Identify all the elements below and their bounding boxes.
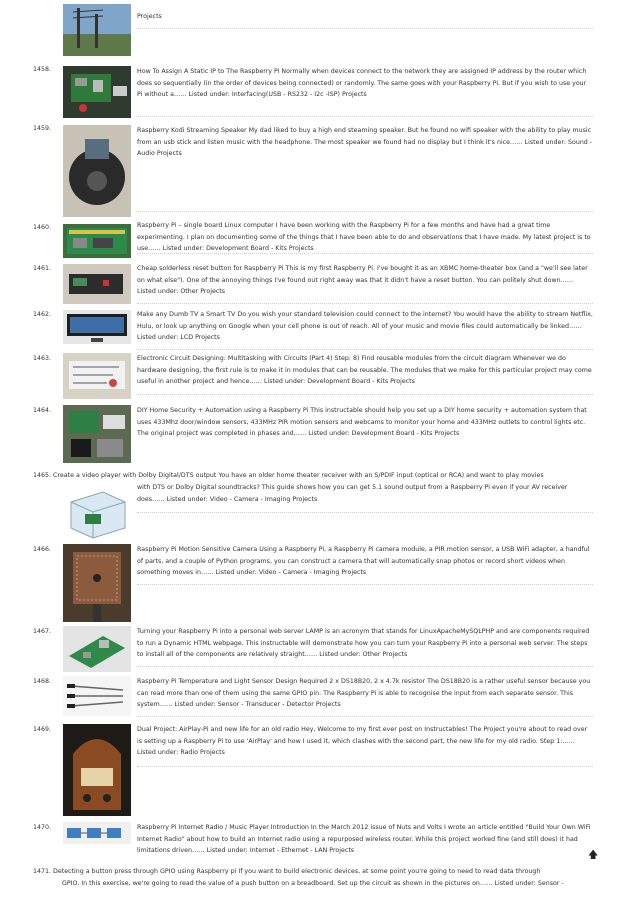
thumbnail-image[interactable]	[63, 484, 131, 540]
entry-number: 1469.	[33, 726, 52, 733]
separator	[137, 716, 593, 717]
entry-number: 1467.	[33, 628, 52, 635]
separator	[137, 303, 593, 304]
separator	[137, 349, 593, 350]
entry-text[interactable]: Make any Dumb TV a Smart TV Do you wish your standard television could connect to the internet? You would have the ability to stream Netflix, Hulu, or look up anything on Google when your cell phone is out of reach. All of your music and movie files could automatically be linked…… Listed under: LCD Projects	[137, 311, 593, 342]
entry-number: 1463.	[33, 355, 52, 362]
thumbnail-image[interactable]	[63, 626, 131, 672]
entry-text[interactable]: GPIO. In this exercise, we're going to read the value of a push button on a breadboard. Set up the circuit as shown in the pictures on…… Listed under: Sensor -	[62, 879, 564, 887]
entry-text: Projects	[137, 13, 162, 20]
thumbnail-image[interactable]	[63, 676, 131, 716]
separator	[137, 28, 593, 29]
entry-text[interactable]: Electronic Circuit Designing: Multitasking with Circuits (Part 4) Step: 8) Find reusable modules from the circuit diagram Whenever we do hardware designing, the first rule is to make it in modules that can be reusable. The modules that we make for this particular project may come useful in another project and hence…… Listed under: Development Board - Kits Projects	[137, 355, 592, 386]
entry-number: 1462.	[33, 311, 52, 318]
entry-number: 1459.	[33, 125, 52, 132]
separator	[137, 253, 593, 254]
entry-number: 1464.	[33, 407, 52, 414]
separator	[137, 512, 593, 513]
separator	[137, 666, 593, 667]
entry-text[interactable]: Raspberry Pi Motion Sensitive Camera Using a Raspberry Pi, a Raspberry Pi camera module, a PIR motion sensor, a USB WiFi adapter, a handful of parts, and a couple of Python programs, you can construct a camera that will automatically snap photos or record short videos when something moves in…… Listed under: Video - Camera - Imaging Projects	[137, 546, 590, 577]
entry-number: 1458.	[33, 66, 52, 73]
entry-text[interactable]: Turning your Raspberry Pi into a personal web server LAMP is an acronym that stands for LinuxApacheMySQLPHP and are components required to run a Dynamic HTML webpage. This instructable will demonstrate how you can turn your Raspberry Pi into a personal web server. The steps to install all of the components are relatively straight…… Listed under: Other Projects	[137, 628, 590, 659]
entry-text[interactable]: How To Assign A Static IP to The Raspberry Pi Normally when devices connect to the network they are assigned IP address by the router which does so sequentially (in the order of devices being connected) or randomly. The same goes with your Raspberry Pi. But if you wish to use your Pi without a…… Listed under: Interfacing(USB - RS232 - I2c -ISP) Projects	[137, 68, 587, 99]
thumbnail-image[interactable]	[63, 264, 131, 304]
thumbnail-image[interactable]	[63, 353, 131, 399]
entry-number: 1468.	[33, 678, 52, 685]
entry-text[interactable]: Raspberry Pi – single board Linux computer I have been working with the Raspberry Pi for a few months and have had a great time experimenting. I plan on documenting some of the things that I have been able to do and observations that I have made. My latest project is to use…… Listed under: Development Board - Kits Projects	[137, 222, 591, 253]
entry-text[interactable]: Raspberry Pi Temperature and Light Sensor Design Required 2 x DS18B20, 2 x 4.7k resistor The DS18B20 is a rather useful sensor because you can read more than one of them using the same GPIO pin. The Raspberry Pi is able to recognise the input from each separate sensor. This system…… Listed under: Sensor - Transducer - Detector Projects	[137, 678, 591, 709]
entry-text[interactable]: Raspberry Pi Internet Radio / Music Player Introduction In the March 2012 issue of Nuts and Volts I wrote an article entitled "Build Your Own WiFi Internet Radio" about how to build an Internet radio using a repurposed wireless router. While this project worked fine (and still does) it had limitations driven…… Listed under: Internet - Ethernet - LAN Projects	[137, 824, 591, 855]
entry-number: 1461.	[33, 265, 52, 272]
separator	[137, 116, 593, 117]
entry-number: 1465.	[33, 472, 52, 479]
entry-number: 1470.	[33, 824, 52, 831]
separator	[137, 766, 593, 767]
separator	[137, 584, 593, 585]
entry-text[interactable]: Cheap solderless reset button for Raspberry Pi This is my first Raspberry Pi. I've bought it as an XBMC home-theater box (and a "we'll see later on what else"). One of the annoying things I've found out right away was that it didn't have a reset button. You can politely shut down…… Listed under: Other Projects	[137, 265, 588, 296]
entry-title: Create a video player with Dolby Digital/DTS output You have an older home theater receiver with an S/PDIF input (optical or RCA) and want to play movies	[53, 472, 544, 479]
entry-text[interactable]: Raspberry Kodi Streaming Speaker My dad liked to buy a high end steaming speaker. But he found no wifi speaker with the ability to play music from an usb stick and listen music with the headphone. The most speaker we found had no display but I think it's nice…… Listed under: Sound - Audio Projects	[137, 127, 593, 158]
up-arrow-icon[interactable]: 🡅	[588, 850, 599, 861]
thumbnail-image[interactable]	[63, 310, 131, 344]
thumbnail-image[interactable]	[63, 125, 131, 217]
thumbnail-image[interactable]	[63, 66, 131, 118]
separator	[137, 394, 593, 395]
entry-number: 1471.	[33, 868, 52, 875]
separator	[137, 211, 593, 212]
entry-title: Detecting a button press through GPIO using Raspberry pi If you want to build electronic devices, at some point you're going to need to read data through	[53, 868, 541, 875]
entry-text[interactable]: Dual Project: AirPlay-Pi and new life for an old radio Hey, Welcome to my first ever post on Instructables! The Project you're about to read over is setting up a Raspberry Pi to use 'AirPlay' and how I used it, which clashes with the second part, the new life for my old radio. Step 1:…… Listed under: Radio Projects	[137, 726, 588, 757]
thumbnail-image[interactable]	[63, 544, 131, 622]
entry-number: 1466.	[33, 546, 52, 553]
entry-text[interactable]: with DTS or Dolby Digital soundtracks? This guide shows how you can get 5.1 sound output from a Raspberry Pi even if your AV receiver does…… Listed under: Video - Camera - Imaging Projects	[137, 484, 568, 503]
thumbnail-image[interactable]	[63, 405, 131, 463]
thumbnail-image[interactable]	[63, 4, 131, 56]
entry-text[interactable]: DIY Home Security + Automation using a Raspberry Pi This instructable should help you set up a DIY home security + automation system that uses 433Mhz door/window sensors, 433MHz PIR motion sensors and webcams to monitor your home and 433MHz outlets to control lights etc. The original project was completed in phases and…… Listed under: Development Board - Kits Projects	[137, 407, 587, 438]
thumbnail-image[interactable]	[63, 224, 131, 258]
thumbnail-image[interactable]	[63, 724, 131, 816]
entry-number: 1460.	[33, 224, 52, 231]
thumbnail-image[interactable]	[63, 822, 131, 844]
